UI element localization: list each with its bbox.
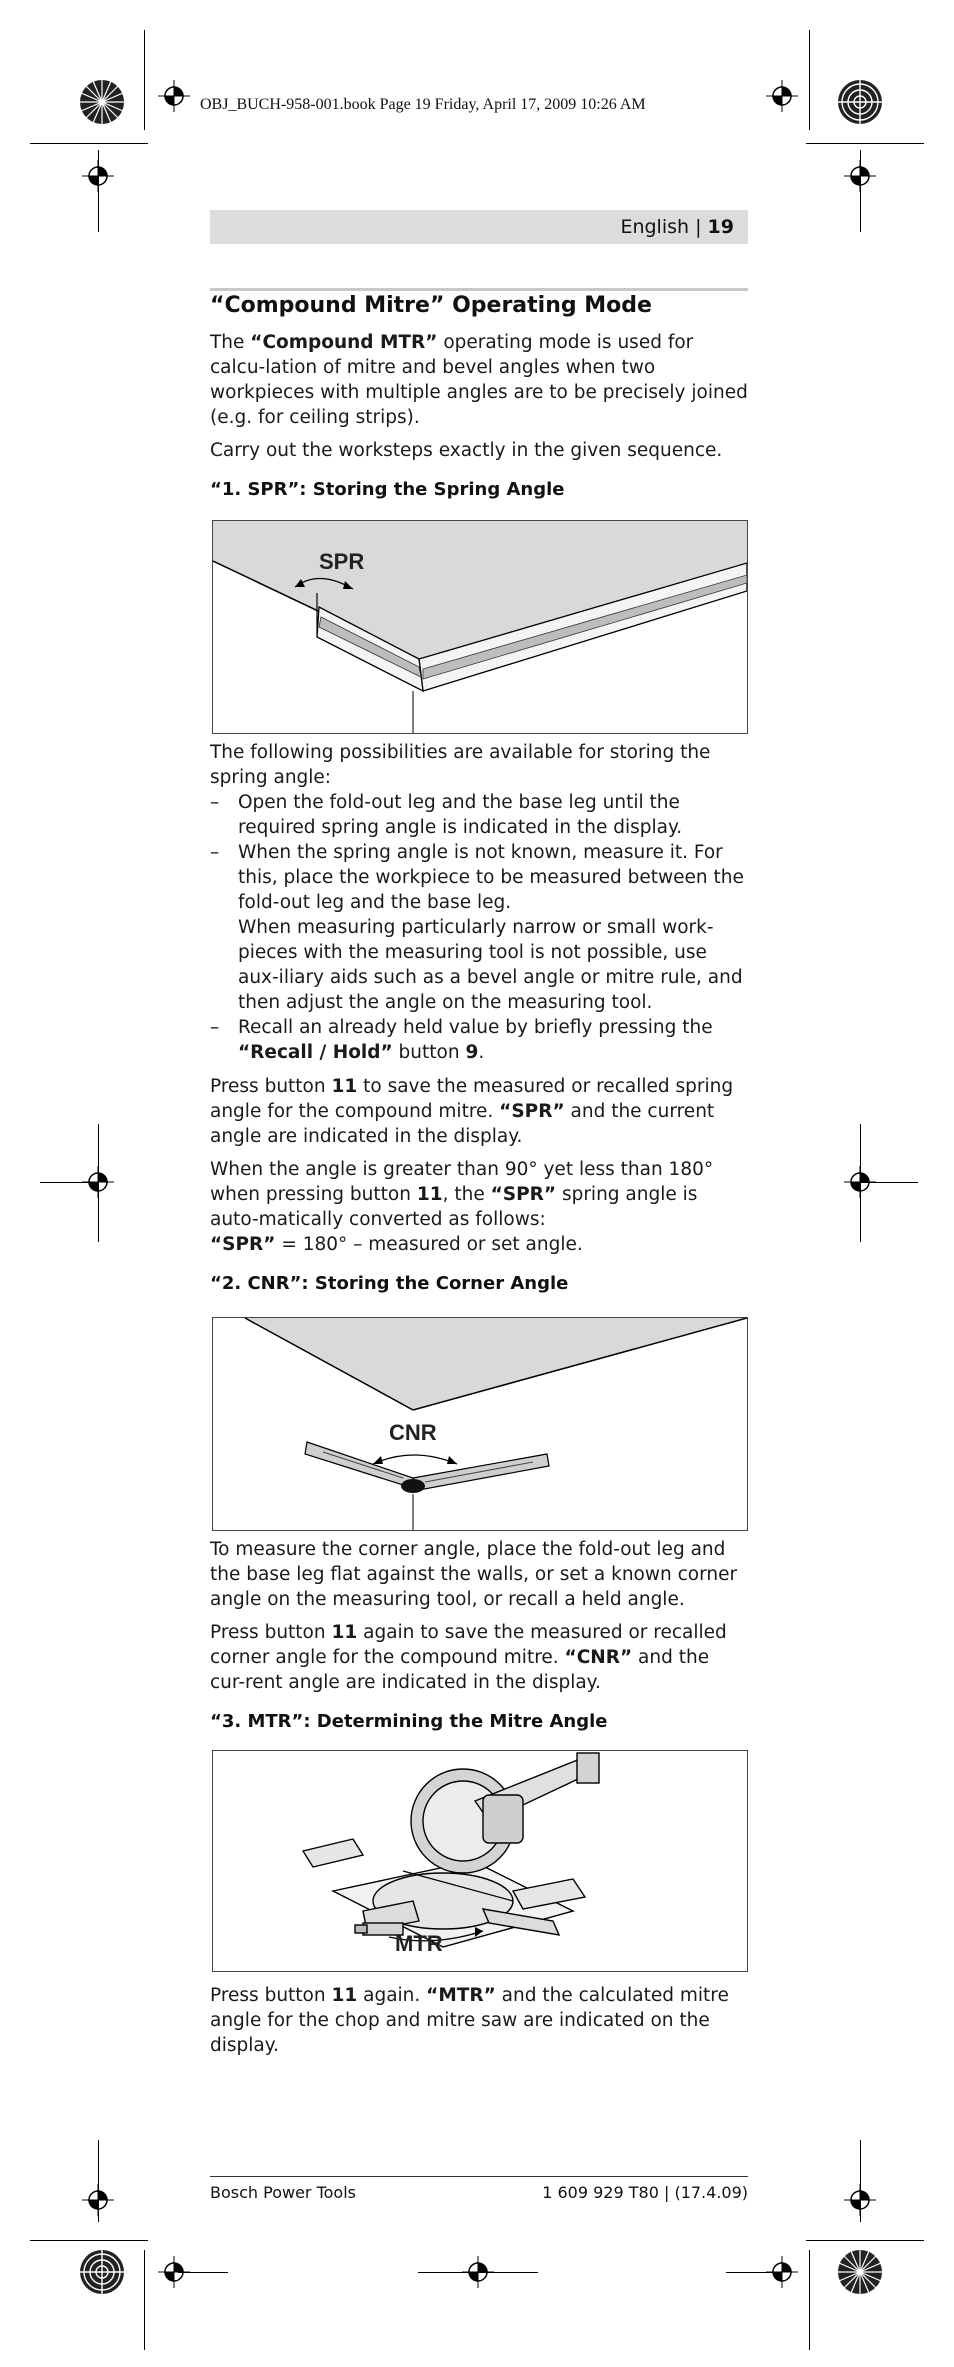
page-footer <box>210 2176 748 2202</box>
step1-body <box>210 740 748 1294</box>
step3-paragraph: Press button 11 again. “MTR” and the calculated mitre angle for the chop and mitre saw are indicated on the display. <box>210 1985 729 2056</box>
footer-doc-number: 1 609 929 T80 | (17.4.09) <box>542 2183 748 2202</box>
trim-line <box>98 150 99 232</box>
step3-body <box>210 1983 748 2058</box>
print-header: OBJ_BUCH-958-001.book Page 19 Friday, April 17, 2009 10:26 AM <box>200 96 646 113</box>
page-number: 19 <box>707 216 734 238</box>
list-item: – Open the fold-out leg and the base leg until the required spring angle is indicated in the display. <box>210 792 683 838</box>
trim-line <box>806 143 924 144</box>
crosshair-target-icon <box>766 80 798 112</box>
trim-line <box>144 30 145 130</box>
step1-save-paragraph: Press button 11 to save the measured or recalled spring angle for the compound mitre. “SPR” and the current angle are indicated in the display. <box>210 1076 734 1147</box>
figure-label-cnr: CNR <box>389 1420 437 1445</box>
figure-label-spr: SPR <box>319 549 365 574</box>
separator: | <box>689 216 708 238</box>
trim-line <box>30 143 148 144</box>
step1-conversion-paragraph: When the angle is greater than 90° yet less than 180° when pressing button 11, the “SPR” spring angle is auto-matically converted as follows: “SPR” = 180° – measured or set angle. <box>210 1159 714 1255</box>
trim-line <box>860 150 861 232</box>
language-bar <box>210 210 748 244</box>
figure-spring-angle <box>212 520 748 734</box>
section-rule <box>210 288 748 291</box>
step3-heading: “3. MTR”: Determining the Mitre Angle <box>210 1711 608 1732</box>
trim-line <box>98 1124 99 1242</box>
list-item: – Recall an already held value by briefly pressing the “Recall / Hold” button 9. <box>210 1017 713 1063</box>
footer-brand: Bosch Power Tools <box>210 2183 356 2202</box>
mitre-saw-illustration <box>213 1751 747 1971</box>
trim-line <box>806 2240 924 2241</box>
trim-line <box>860 1124 861 1242</box>
trim-line <box>860 2140 861 2222</box>
trim-line <box>98 2140 99 2222</box>
figure-mitre-angle <box>212 1750 748 1972</box>
registration-starburst-icon <box>78 2248 126 2296</box>
step2-body <box>210 1537 748 1732</box>
list-item: – When the spring angle is not known, measure it. For this, place the workpiece to be measured between the fold-out leg and the base leg. When measuring particularly narrow or small work-pieces with the measuring tool is not possible, use aux-iliary aids such as a bevel angle or mitre rule, and then adjust the angle on the measuring tool. <box>210 842 744 1013</box>
sequence-note: Carry out the worksteps exactly in the given sequence. <box>210 440 723 461</box>
section-intro <box>210 293 748 500</box>
registration-starburst-icon <box>836 78 884 126</box>
step2-save-paragraph: Press button 11 again to save the measured or recalled corner angle for the compound mitre. “CNR” and the cur-rent angle are indicated in the display. <box>210 1622 727 1693</box>
step1-heading: “1. SPR”: Storing the Spring Angle <box>210 479 565 500</box>
step2-heading: “2. CNR”: Storing the Corner Angle <box>210 1273 569 1294</box>
step2-measure-paragraph: To measure the corner angle, place the fold-out leg and the base leg flat against the walls, or set a known corner angle on the measuring tool, or recall a held angle. <box>210 1539 738 1610</box>
trim-line <box>30 2240 148 2241</box>
registration-starburst-icon <box>78 78 126 126</box>
crosshair-target-icon <box>158 80 190 112</box>
trim-line <box>178 2272 228 2273</box>
trim-line <box>726 2272 776 2273</box>
spring-angle-illustration <box>213 521 747 733</box>
corner-angle-illustration <box>213 1318 747 1530</box>
registration-starburst-icon <box>836 2248 884 2296</box>
language-label: English <box>620 216 690 238</box>
trim-line <box>860 1182 918 1183</box>
section-title: “Compound Mitre” Operating Mode <box>210 293 652 318</box>
language-page-indicator <box>620 216 734 238</box>
trim-line <box>40 1182 98 1183</box>
trim-line <box>144 2250 145 2350</box>
trim-line <box>809 30 810 130</box>
trim-line <box>418 2272 538 2273</box>
figure-corner-angle <box>212 1317 748 1531</box>
step1-options-list <box>210 790 748 1065</box>
step1-lead: The following possibilities are available for storing the spring angle: <box>210 742 711 788</box>
trim-line <box>809 2250 810 2350</box>
intro-paragraph: The “Compound MTR” operating mode is used for calcu-lation of mitre and bevel angles when two workpieces with multiple angles are to be precisely joined (e.g. for ceiling strips). <box>210 332 748 428</box>
figure-label-mtr: MTR <box>395 1931 443 1956</box>
